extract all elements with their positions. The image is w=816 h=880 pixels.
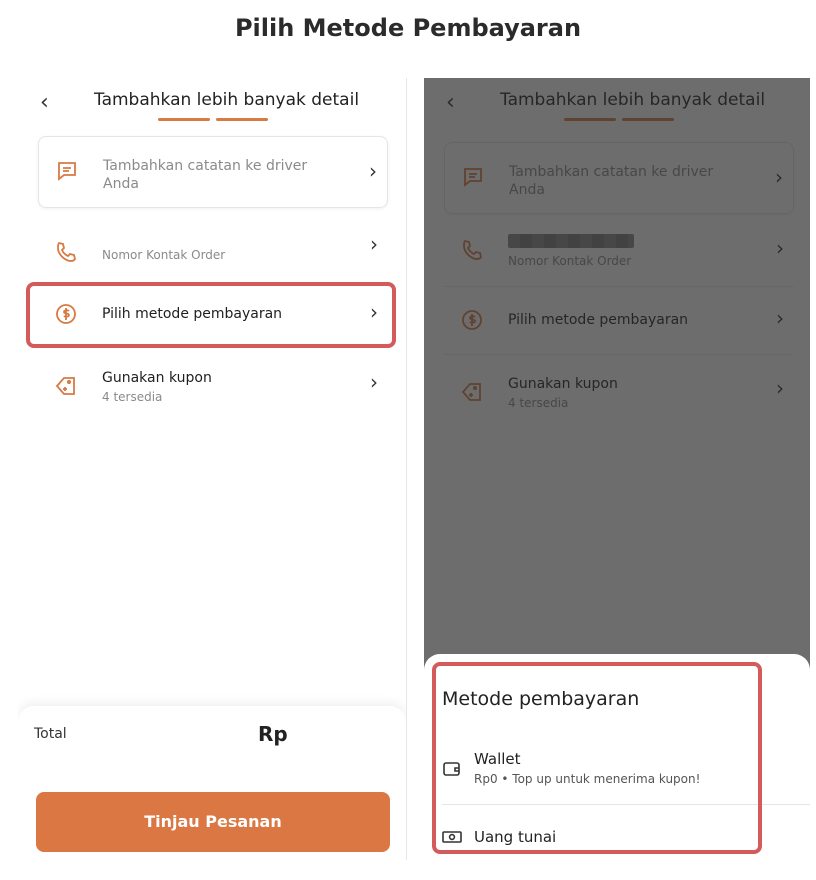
header bbox=[18, 78, 406, 134]
row-coupon[interactable] bbox=[38, 352, 388, 424]
chevron-right-icon: › bbox=[369, 159, 377, 183]
row-label: Pilih metode pembayaran bbox=[102, 306, 283, 322]
row-driver-note[interactable] bbox=[38, 136, 388, 208]
step-indicator-2 bbox=[216, 118, 268, 121]
row-sublabel: Nomor Kontak Order bbox=[102, 248, 226, 262]
option-label: Wallet bbox=[474, 750, 521, 768]
header-title: Tambahkan lebih banyak detail bbox=[94, 90, 360, 110]
back-chevron-icon[interactable]: ‹ bbox=[40, 90, 49, 115]
coupon-tag-icon bbox=[54, 374, 78, 398]
total-value: Rp bbox=[258, 722, 288, 746]
chevron-right-icon: › bbox=[370, 232, 378, 256]
row-sublabel: 4 tersedia bbox=[102, 390, 163, 404]
chevron-right-icon: › bbox=[370, 370, 378, 394]
chevron-right-icon: › bbox=[370, 300, 378, 324]
highlight-payment-method bbox=[26, 282, 396, 348]
row-label: Tambahkan catatan ke driver Anda bbox=[103, 158, 308, 192]
order-summary-panel bbox=[18, 706, 406, 860]
option-sublabel: Rp0 • Top up untuk menerima kupon! bbox=[474, 772, 701, 786]
option-label: Uang tunai bbox=[474, 828, 557, 846]
highlight-payment-sheet bbox=[432, 662, 762, 854]
step-indicator-1 bbox=[158, 118, 210, 121]
screen-divider bbox=[406, 78, 407, 860]
total-label: Total bbox=[34, 726, 67, 742]
row-label: Gunakan kupon bbox=[102, 370, 212, 386]
sheet-title: Metode pembayaran bbox=[442, 688, 640, 710]
row-contact-number[interactable] bbox=[38, 218, 388, 290]
chat-note-icon bbox=[55, 159, 79, 183]
review-order-button[interactable]: Tinjau Pesanan bbox=[36, 792, 390, 852]
page-title: Pilih Metode Pembayaran bbox=[234, 14, 582, 42]
left-screen bbox=[18, 78, 406, 860]
phone-icon bbox=[54, 240, 78, 264]
